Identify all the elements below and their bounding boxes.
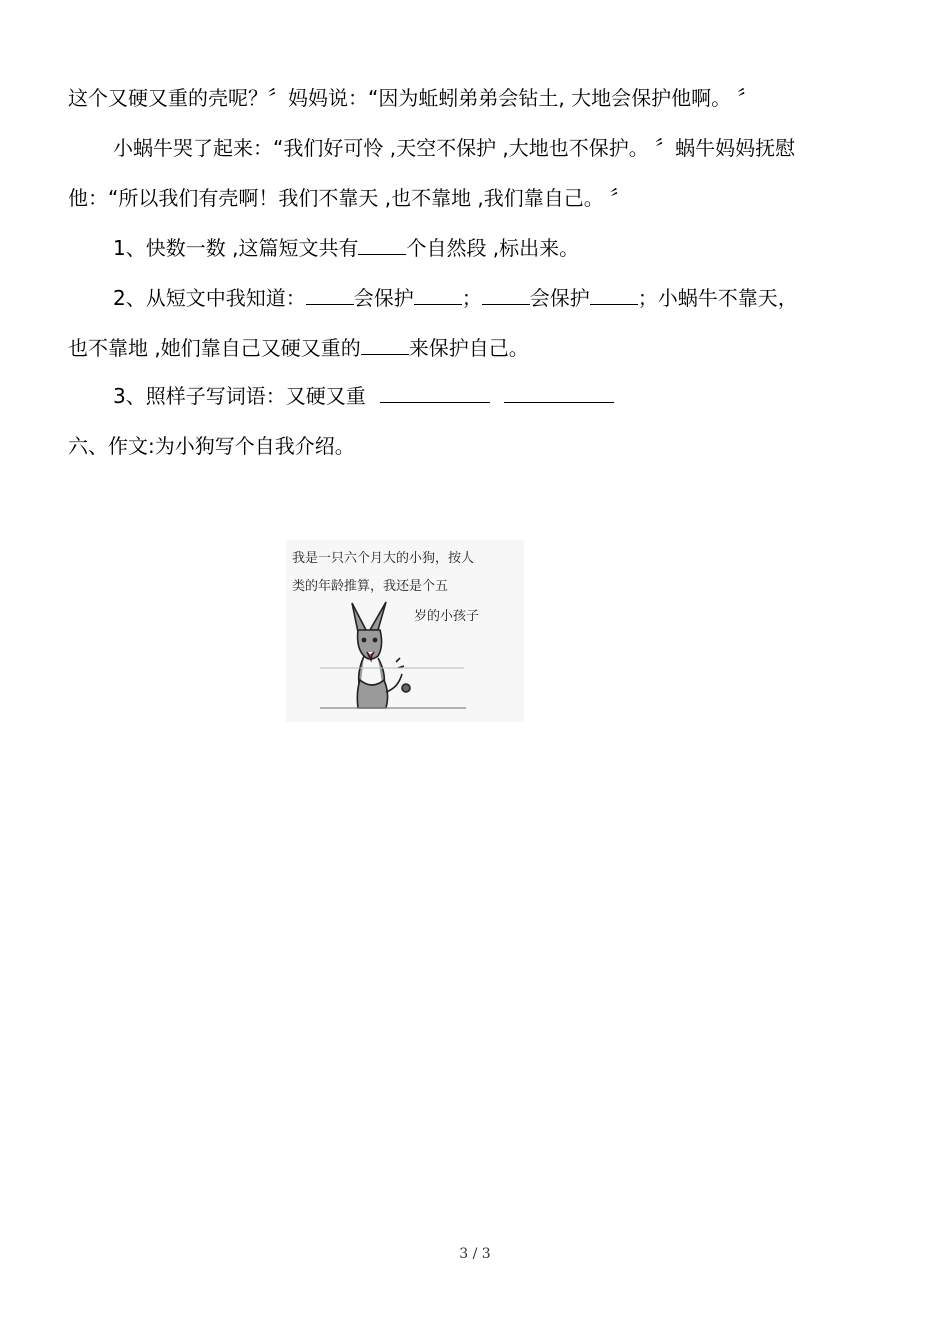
- dog-illustration: [286, 540, 524, 722]
- question-2-line2-before: 也不靠地 ,她们靠自己又硬又重的: [68, 336, 361, 360]
- caption-line-2: 类的年龄推算，我还是个五: [292, 579, 449, 594]
- question-1: [113, 236, 579, 260]
- question-1-text-after: 个自然段 ,标出来。: [406, 236, 580, 260]
- question-2-part-c: ；: [461, 286, 482, 310]
- answer-blank[interactable]: [590, 286, 638, 305]
- question-3-text: 3、照样子写词语：又硬又重: [113, 384, 366, 408]
- page-number: 3 / 3: [459, 1246, 491, 1262]
- answer-blank[interactable]: [380, 384, 490, 403]
- question-2-part-b: 会保护: [353, 286, 414, 310]
- paragraph-line-1: 这个又硬又重的壳呢？〞妈妈说：“因为蚯蚓弟弟会钻土, 大地会保护他啊。 〞: [68, 86, 758, 110]
- question-2-line2-after: 来保护自己。: [408, 336, 529, 360]
- question-2: [113, 286, 798, 310]
- question-2-part-a: 2、从短文中我知道：: [113, 286, 306, 310]
- answer-blank[interactable]: [306, 286, 354, 305]
- answer-blank[interactable]: [361, 336, 409, 355]
- question-1-text-before: 1、快数一数 ,这篇短文共有: [113, 236, 359, 260]
- question-2-part-d: 会保护: [529, 286, 590, 310]
- question-2-part-e: ；小蜗牛不靠天，: [637, 286, 798, 310]
- question-3: [113, 384, 614, 408]
- composition-title: 六、作文:为小狗写个自我介绍。: [68, 434, 355, 458]
- paragraph-line-3: 他：“所以我们有壳啊！我们不靠天 ,也不靠地 ,我们靠自己。 〞: [68, 186, 631, 210]
- caption-line-1: 我是一只六个月大的小狗，按人: [292, 551, 475, 566]
- answer-blank[interactable]: [482, 286, 530, 305]
- caption-line-3: 岁的小孩子: [414, 609, 480, 624]
- answer-blank[interactable]: [414, 286, 462, 305]
- answer-blank[interactable]: [504, 384, 614, 403]
- question-2-line-2: [68, 336, 529, 360]
- answer-blank[interactable]: [358, 236, 406, 255]
- paragraph-line-2: 小蜗牛哭了起来：“我们好可怜 ,天空不保护 ,大地也不保护。 〞蜗牛妈妈抚慰: [113, 136, 796, 160]
